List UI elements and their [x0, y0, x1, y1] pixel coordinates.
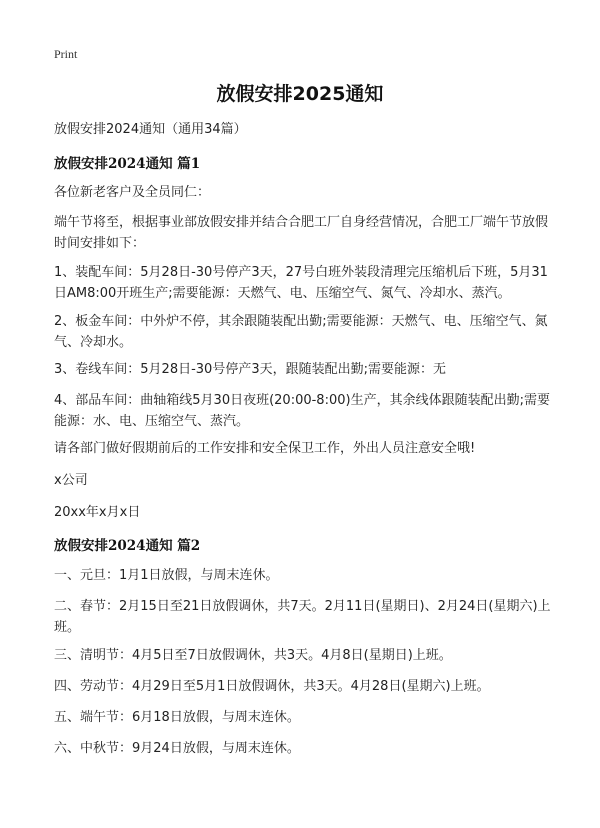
list-item: 一、元旦：1月1日放假，与周末连休。 — [54, 568, 279, 583]
article-1-heading: 放假安排2024通知 篇1 — [54, 156, 201, 172]
article-2-heading: 放假安排2024通知 篇2 — [54, 538, 201, 554]
list-item: 1、装配车间：5月28日-30号停产3天，27号白班外装段清理完压缩机后下班，5月31日AM8:00开班生产;需要能源：天燃气、电、压缩空气、氮气、冷却水、蒸汽。 — [54, 265, 548, 301]
print-label: Print — [54, 47, 78, 61]
list-item: 二、春节：2月15日至21日放假调休，共7天。2月11日(星期日)、2月24日(星期六)上班。 — [54, 599, 551, 635]
list-item: 2、板金车间：中外炉不停，其余跟随装配出勤;需要能源：天燃气、电、压缩空气、氮气、冷却水。 — [54, 314, 548, 350]
signature: x公司 — [54, 473, 88, 488]
subtitle: 放假安排2024通知（通用34篇） — [54, 122, 247, 137]
date: 20xx年x月x日 — [54, 505, 141, 520]
list-item: 三、清明节：4月5日至7日放假调休，共3天。4月8日(星期日)上班。 — [54, 648, 452, 663]
list-item: 四、劳动节：4月29日至5月1日放假调休，共3天。4月28日(星期六)上班。 — [54, 679, 490, 694]
list-item: 4、部品车间：曲轴箱线5月30日夜班(20:00-8:00)生产，其余线体跟随装配出勤;需要能源：水、电、压缩空气、蒸汽。 — [54, 393, 550, 429]
greeting: 各位新老客户及全员同仁： — [54, 185, 211, 200]
list-item: 六、中秋节：9月24日放假，与周末连休。 — [54, 741, 300, 756]
closing-paragraph: 请各部门做好假期前后的工作安排和安全保卫工作，外出人员注意安全哦! — [54, 441, 476, 456]
list-item: 3、卷线车间：5月28日-30号停产3天，跟随装配出勤;需要能源：无 — [54, 362, 446, 377]
list-item: 五、端午节：6月18日放假，与周末连休。 — [54, 710, 300, 725]
page-title: 放假安排2025通知 — [216, 83, 384, 105]
intro-paragraph: 端午节将至，根据事业部放假安排并结合合肥工厂自身经营情况，合肥工厂端午节放假时间安排如下： — [54, 215, 549, 251]
